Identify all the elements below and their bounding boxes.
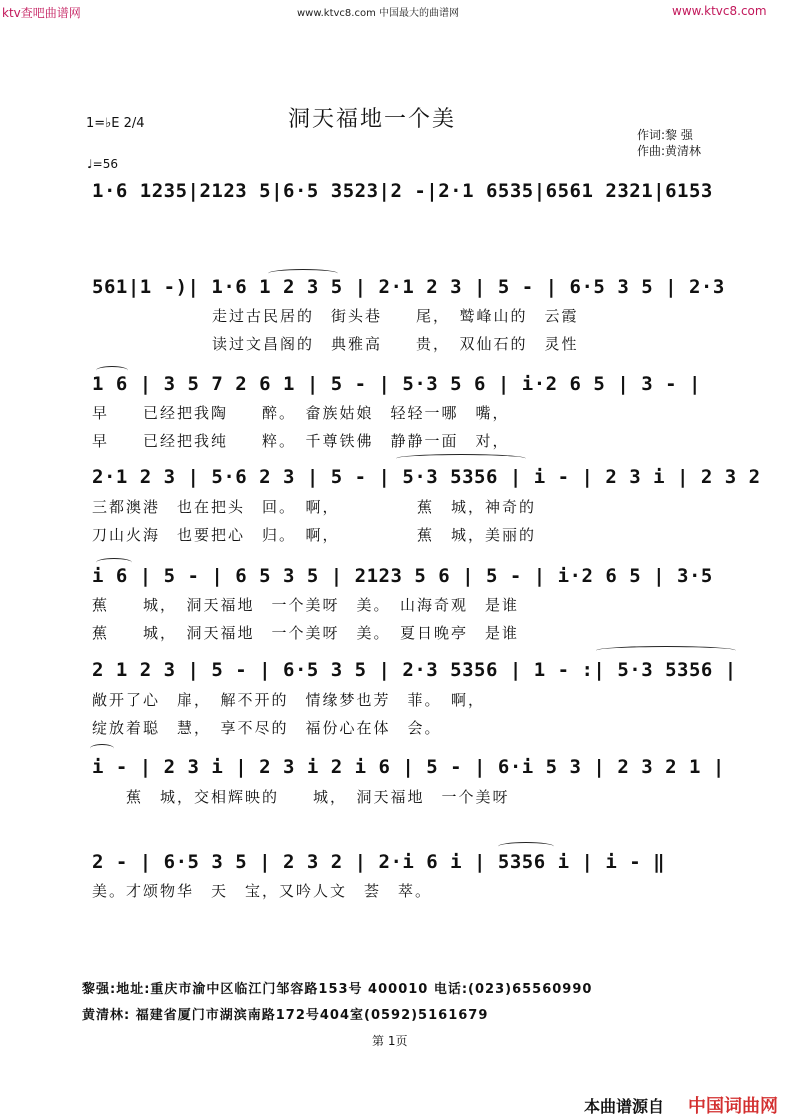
notation-row: 561|1 -)| 1·6 1 2 3 5 | 2·1 2 3 | 5 - | 6·5 3 5 | 2·3	[92, 276, 725, 298]
source-label: 本曲谱源自	[584, 1097, 665, 1116]
lyricist: 作词:黎 强	[637, 128, 693, 142]
slur-mark	[396, 454, 526, 463]
lyric-line-verse1: 走过古民居的 街头巷 尾， 鹫峰山的 云霞	[212, 307, 579, 325]
notation-row: 2·1 2 3 | 5·6 2 3 | 5 - | 5·3 5356 | i - | 2 3 i | 2 3 2	[92, 466, 761, 488]
site-banner-center[interactable]: www.ktvc8.com 中国最大的曲谱网	[297, 8, 460, 19]
slur-mark	[596, 646, 736, 655]
notation-row: 1 6 | 3 5 7 2 6 1 | 5 - | 5·3 5 6 | i·2 6 5 | 3 - |	[92, 373, 701, 395]
contact-composer: 黄清林: 福建省厦门市湖滨南路172号404室(0592)5161679	[82, 1008, 489, 1023]
lyric-line-verse1: 敞开了心 扉， 解不开的 情缘梦也芳 菲。 啊，	[92, 691, 486, 709]
lyric-line-verse2: 读过文昌阁的 典雅高 贵， 双仙石的 灵性	[212, 335, 579, 353]
contact-lyricist: 黎强:地址:重庆市渝中区临江门邹容路153号 400010 电话:(023)65560990	[82, 982, 593, 997]
lyric-line-verse2: 蕉 城， 洞天福地 一个美呀 美。 夏日晚亭 是谁	[92, 624, 520, 642]
lyric-line-verse1: 美。才颂物华 天 宝，又吟人文 荟 萃。	[92, 882, 433, 900]
lyric-line-verse2: 刀山火海 也要把心 归。 啊， 蕉 城，美丽的	[92, 526, 537, 544]
composer: 作曲:黄清林	[637, 144, 702, 158]
tempo-marking: ♩=56	[87, 157, 118, 171]
notation-row: 1·6 1235|2123 5|6·5 3523|2 -|2·1 6535|6561 2321|6153	[92, 180, 713, 202]
notation-row: 2 1 2 3 | 5 - | 6·5 3 5 | 2·3 5356 | 1 - :| 5·3 5356 |	[92, 659, 737, 681]
page-number: 第 1页	[372, 1034, 408, 1048]
lyric-line-verse1: 早 已经把我陶 醉。 畲族姑娘 轻轻一哪 嘴，	[92, 404, 510, 422]
lyric-line-verse1: 蕉 城，交相辉映的 城， 洞天福地 一个美呀	[92, 788, 510, 806]
lyric-line-verse2: 早 已经把我纯 粹。 千尊铁佛 静静一面 对，	[92, 432, 510, 450]
slur-mark	[498, 842, 554, 851]
song-title: 洞天福地一个美	[288, 107, 457, 132]
lyric-line-verse2: 绽放着聪 慧， 享不尽的 福份心在体 会。	[92, 719, 442, 737]
key-signature: 1=♭E 2/4	[86, 116, 145, 131]
slur-mark	[90, 744, 114, 753]
source-brand-link[interactable]: 中国词曲网	[688, 1096, 778, 1117]
lyric-line-verse1: 三都澳港 也在把头 回。 啊， 蕉 城，神奇的	[92, 498, 537, 516]
notation-row: i - | 2 3 i | 2 3 i 2 i 6 | 5 - | 6·i 5 3 | 2 3 2 1 |	[92, 756, 725, 778]
notation-row: i 6 | 5 - | 6 5 3 5 | 2123 5 6 | 5 - | i·2 6 5 | 3·5	[92, 565, 713, 587]
lyric-line-verse1: 蕉 城， 洞天福地 一个美呀 美。 山海奇观 是谁	[92, 596, 520, 614]
site-url-right[interactable]: www.ktvc8.com	[672, 4, 767, 18]
notation-row: 2 - | 6·5 3 5 | 2 3 2 | 2·i 6 i | 5356 i | i - ‖	[92, 851, 666, 873]
credits	[637, 127, 701, 159]
site-logo-left[interactable]: ktv查吧曲谱网	[2, 6, 81, 20]
